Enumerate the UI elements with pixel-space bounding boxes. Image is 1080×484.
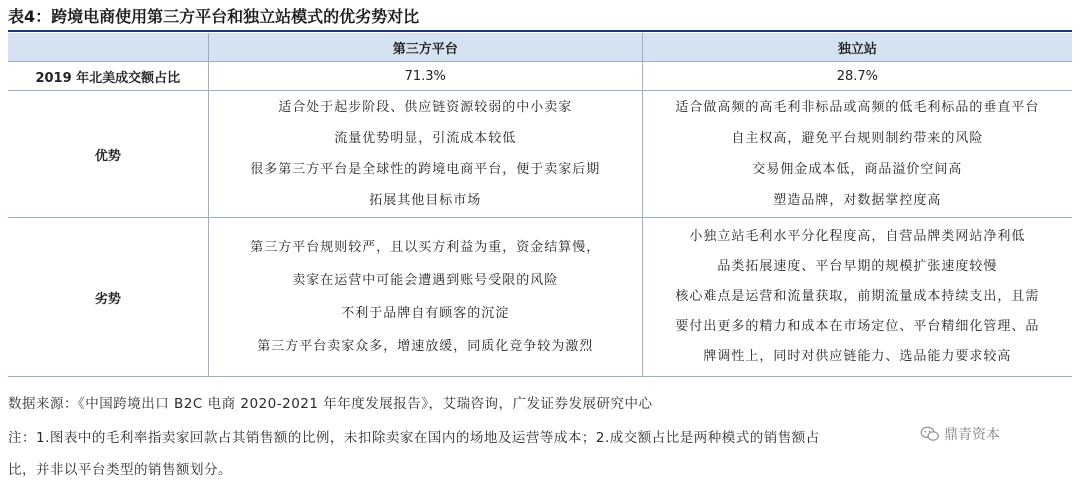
table-row-share [8, 62, 1072, 91]
comparison-table [8, 33, 1072, 377]
watermark [920, 424, 1000, 444]
cell-line: 拓展其他目标市场 [369, 193, 482, 208]
cell-line: 很多第三方平台是全球性的跨境电商平台，便于卖家后期 [250, 162, 601, 177]
watermark-text: 鼎青资本 [944, 427, 1000, 443]
cell-line: 第三方平台卖家众多，增速放缓，同质化竞争较为激烈 [257, 339, 594, 354]
cell-line: 不利于品牌自有顾客的沉淀 [341, 306, 510, 321]
cell-line: 小独立站毛利水平分化程度高，自营品牌类网站净利低 [689, 229, 1026, 244]
advantages-third-party [208, 91, 642, 218]
header-independent-site: 独立站 [642, 33, 1072, 62]
cell-line: 塑造品牌，对数据掌控度高 [773, 193, 942, 208]
table-row-disadvantages [8, 218, 1072, 377]
cell-line: 适合做高频的高毛利非标品或高频的低毛利标品的垂直平台 [675, 100, 1040, 115]
cell-line: 卖家在运营中可能会遭遇到账号受限的风险 [292, 273, 559, 288]
footnote-line-2: 比，并非以平台类型的销售额划分。 [8, 462, 232, 478]
cell-line: 核心难点是运营和流量获取，前期流量成本持续支出，且需 [675, 289, 1040, 304]
cell-line: 牌调性上，同时对供应链能力、选品能力要求较高 [703, 349, 1012, 364]
cell-line: 适合处于起步阶段、供应链资源较弱的中小卖家 [278, 100, 573, 115]
header-third-party-platform: 第三方平台 [208, 33, 642, 62]
cell-line: 自主权高，避免平台规则制约带来的风险 [731, 131, 984, 146]
row-label-disadvantages: 劣势 [8, 218, 208, 377]
disadvantages-third-party [208, 218, 642, 377]
table-row-advantages [8, 91, 1072, 218]
cell-line: 要付出更多的精力和成本在市场定位、平台精细化管理、品 [675, 319, 1040, 334]
header-empty [8, 33, 208, 62]
share-independent: 28.7% [642, 62, 1072, 91]
share-third-party: 71.3% [208, 62, 642, 91]
disadvantages-independent [642, 218, 1072, 377]
table-title: 表4：跨境电商使用第三方平台和独立站模式的优劣势对比 [8, 6, 1072, 32]
cell-line: 交易佣金成本低，商品溢价空间高 [752, 162, 963, 177]
cell-line: 第三方平台规则较严，且以买方利益为重，资金结算慢， [250, 240, 601, 255]
row-label-advantages: 优势 [8, 91, 208, 218]
row-label-share: 2019 年北美成交额占比 [8, 62, 208, 91]
advantages-independent [642, 91, 1072, 218]
source-note: 数据来源：《中国跨境出口 B2C 电商 2020-2021 年年度发展报告》，艾瑞咨询，广发证券发展研究中心 [8, 396, 653, 412]
footnote-line-1: 注：1.图表中的毛利率指卖家回款占其销售额的比例，未扣除卖家在国内的场地及运营等成本；2.成交额占比是两种模式的销售额占 [8, 430, 820, 446]
cell-line: 品类拓展速度、平台早期的规模扩张速度较慢 [717, 259, 998, 274]
wechat-icon [920, 426, 940, 442]
table-header-row [8, 33, 1072, 62]
cell-line: 流量优势明显，引流成本较低 [334, 131, 517, 146]
